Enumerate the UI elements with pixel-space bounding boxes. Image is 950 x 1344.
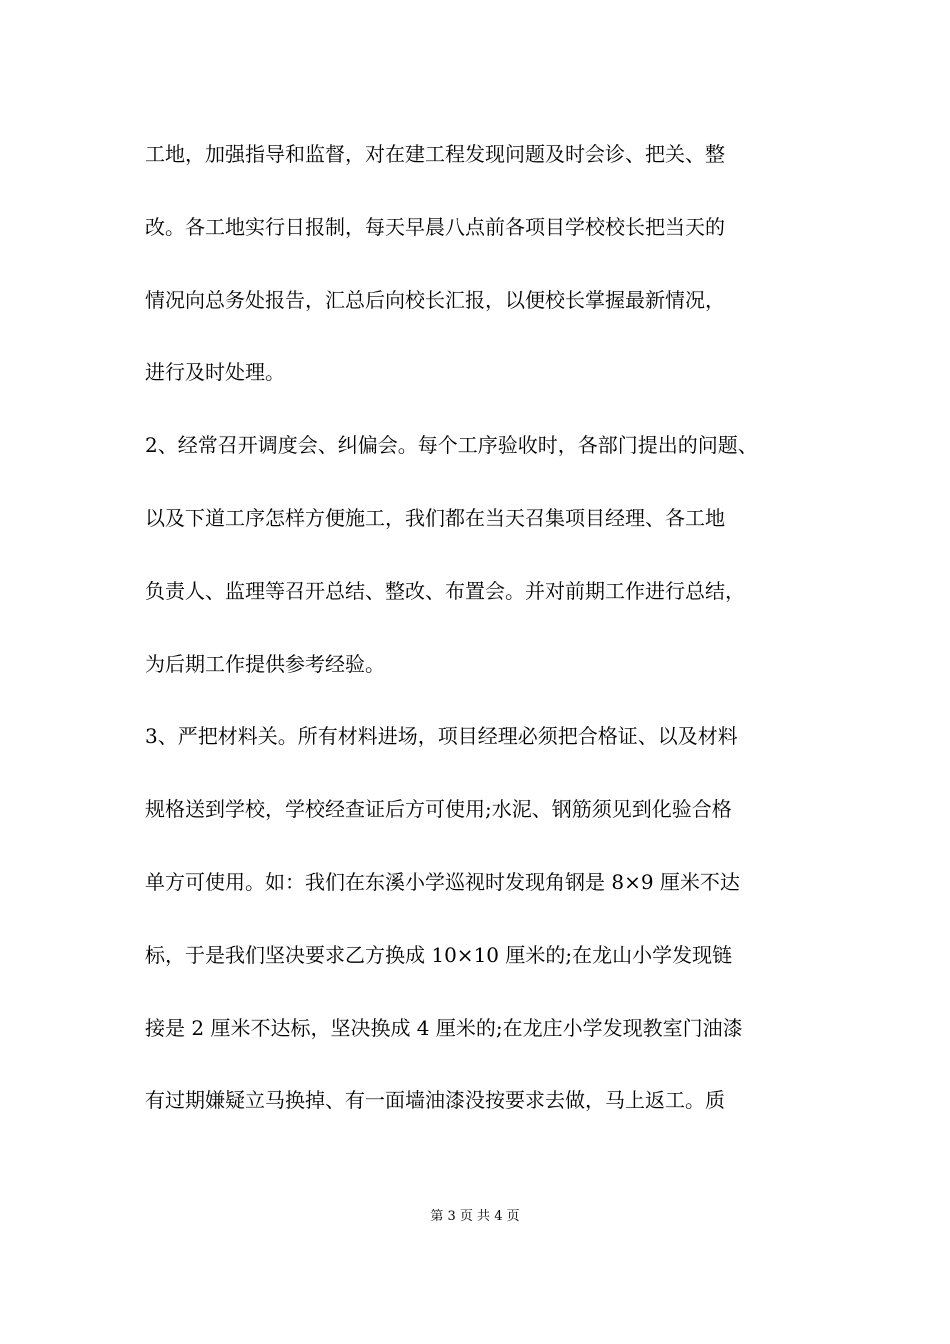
text-line: 负责人、监理等召开总结、整改、布置会。并对前期工作进行总结，: [145, 578, 745, 603]
text-line: 2、经常召开调度会、纠偏会。每个工序验收时，各部门提出的问题、: [145, 433, 758, 458]
text-line: 有过期嫌疑立马换掉、有一面墙油漆没按要求去做，马上返工。质: [145, 1088, 725, 1113]
text-line: 3、严把材料关。所有材料进场，项目经理必须把合格证、以及材料: [145, 724, 738, 749]
text-line: 标，于是我们坚决要求乙方换成 10×10 厘米的;在龙山小学发现链: [145, 942, 733, 967]
text-line: 为后期工作提供参考经验。: [145, 651, 385, 676]
text-line: 进行及时处理。: [145, 360, 285, 385]
page-footer: [0, 1207, 950, 1227]
text-line: 规格送到学校，学校经查证后方可使用;水泥、钢筋须见到化验合格: [145, 797, 732, 822]
text-line: 以及下道工序怎样方便施工，我们都在当天召集项目经理、各工地: [145, 505, 725, 530]
page-number-label: 第 3 页 共 4 页: [430, 1209, 520, 1224]
text-line: 情况向总务处报告，汇总后向校长汇报，以便校长掌握最新情况，: [145, 287, 725, 312]
text-line: 单方可使用。如：我们在东溪小学巡视时发现角钢是 8×9 厘米不达: [145, 869, 740, 894]
text-line: 改。各工地实行日报制，每天早晨八点前各项目学校校长把当天的: [145, 214, 725, 239]
text-line: 工地，加强指导和监督，对在建工程发现问题及时会诊、把关、整: [145, 142, 725, 166]
body-text: [145, 134, 815, 1153]
text-line: 接是 2 厘米不达标，坚决换成 4 厘米的;在龙庄小学发现教室门油漆: [145, 1015, 743, 1040]
